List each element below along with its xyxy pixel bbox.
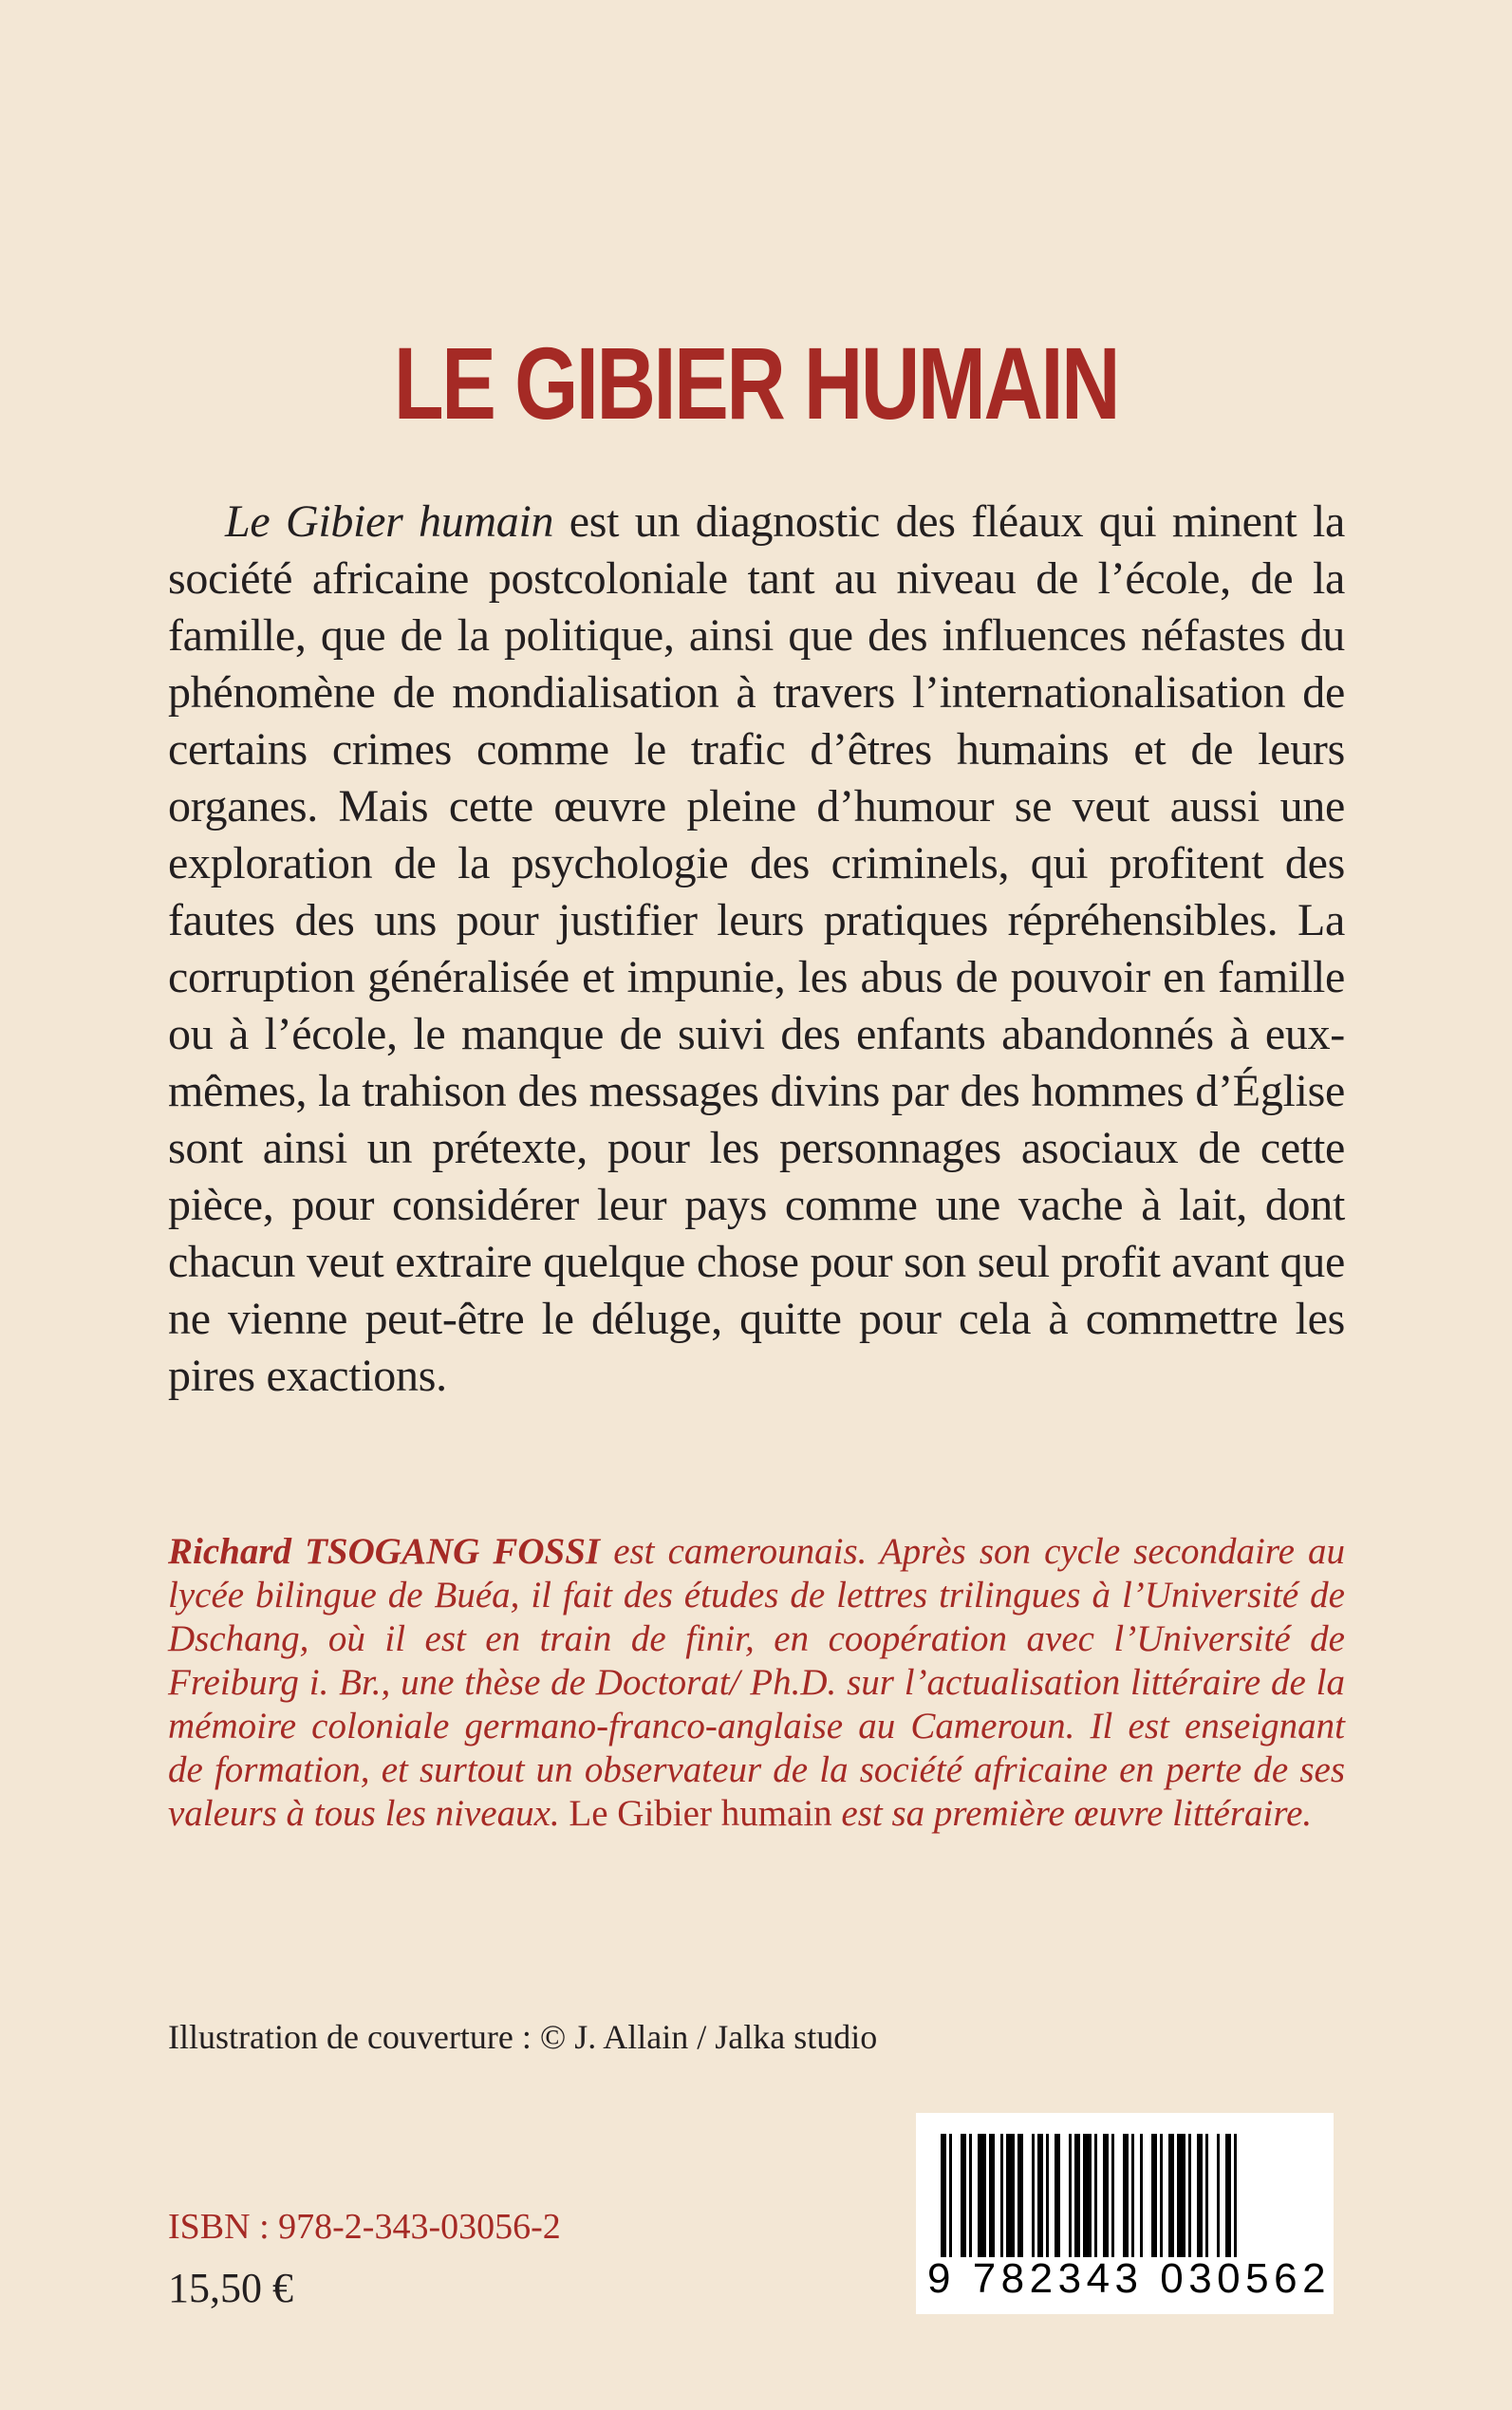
- barcode-bar: [1017, 2134, 1023, 2257]
- barcode-digits: 9 782343 030562: [927, 2255, 1332, 2302]
- price: 15,50 €: [168, 2265, 293, 2311]
- barcode-bars: [935, 2134, 1315, 2257]
- barcode-bar: [941, 2134, 946, 2257]
- isbn: ISBN : 978-2-343-03056-2: [168, 2207, 561, 2247]
- book-summary: [168, 494, 1345, 1405]
- barcode-bar: [1160, 2134, 1163, 2257]
- barcode-bar: [1234, 2134, 1237, 2257]
- barcode-bar: [989, 2134, 995, 2257]
- barcode-bar: [1140, 2134, 1143, 2257]
- barcode-bar: [1074, 2134, 1080, 2257]
- barcode-bar: [949, 2134, 952, 2257]
- bio-book-reference: Le Gibier humain: [569, 1793, 832, 1834]
- barcode-bar: [1094, 2134, 1097, 2257]
- barcode-bar: [1197, 2134, 1203, 2257]
- barcode-bar: [1131, 2134, 1134, 2257]
- bio-text: est camerounais. Après son cycle secondaire au lycée bilingue de Buéa, il fait des études de lettres trilingues à l’Université de Dschang, où il est en train de finir, en coopération avec l’Université de Freiburg i. Br., une thèse de Doctorat/ Ph.D. sur l’actualisation littéraire de la mémoire coloniale germano-franco-anglaise au Cameroun. Il est enseignant de formation, et surtout un observateur de la société africaine en perte de ses valeurs à tous les niveaux.: [168, 1531, 1345, 1834]
- barcode-bar: [1225, 2134, 1231, 2257]
- illustration-credit: Illustration de couverture : © J. Allain / Jalka studio: [168, 2018, 878, 2056]
- barcode-bar: [1046, 2134, 1049, 2257]
- barcode-bar: [1000, 2134, 1003, 2257]
- barcode-bar: [961, 2134, 966, 2257]
- barcode-bar: [1083, 2134, 1092, 2257]
- author-name: Richard TSOGANG FOSSI: [168, 1531, 601, 1572]
- barcode-bar: [1168, 2134, 1174, 2257]
- barcode-bar: [1188, 2134, 1191, 2257]
- barcode-bar: [1055, 2134, 1060, 2257]
- barcode-bar: [1069, 2134, 1072, 2257]
- barcode-bar: [1217, 2134, 1220, 2257]
- barcode-bar: [1103, 2134, 1109, 2257]
- barcode-bar: [1205, 2134, 1208, 2257]
- bio-ending: est sa première œuvre littéraire.: [831, 1793, 1313, 1834]
- book-title: LE GIBIER HUMAIN: [393, 326, 1119, 441]
- barcode-bar: [969, 2134, 972, 2257]
- barcode-bar: [1111, 2134, 1114, 2257]
- barcode-bar: [1037, 2134, 1043, 2257]
- barcode: [916, 2113, 1334, 2314]
- barcode-bar: [1032, 2134, 1035, 2257]
- barcode-bar: [1123, 2134, 1129, 2257]
- barcode-bar: [1177, 2134, 1185, 2257]
- barcode-bar: [978, 2134, 986, 2257]
- barcode-bar: [1151, 2134, 1157, 2257]
- summary-title-italic: Le Gibier humain: [225, 496, 554, 547]
- summary-text: est un diagnostic des fléaux qui minent la société africaine postcoloniale tant au niveau de l’école, de la famille, que de la politique, ainsi que des influences néfastes du phénomène de mondialisation à travers l’internationalisation de certains crimes comme le trafic d’êtres humains et de leurs organes. Mais cette œuvre pleine d’humour se veut aussi une exploration de la psychologie des criminels, qui profitent des fautes des uns pour justifier leurs pratiques répréhensibles. La corruption généralisée et impunie, les abus de pouvoir en famille ou à l’école, le manque de suivi des enfants abandonnés à eux-mêmes, la trahison des messages divins par des hommes d’Église sont ainsi un prétexte, pour les personnages asociaux de cette pièce, pour considérer leur pays comme une vache à lait, dont chacun veut extraire quelque chose pour son seul profit avant que ne vienne peut-être le déluge, quitte pour cela à commettre les pires exactions.: [168, 496, 1345, 1401]
- barcode-bar: [1006, 2134, 1015, 2257]
- author-bio: [168, 1530, 1345, 1836]
